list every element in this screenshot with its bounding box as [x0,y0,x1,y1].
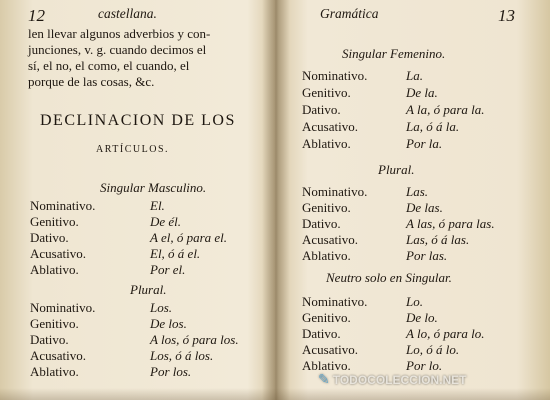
case-label: Genitivo. [30,316,79,331]
case-form: Por las. [406,248,448,263]
case-form: El. [150,198,165,213]
case-label: Ablativo. [302,136,351,151]
case-form: Las, ó á las. [406,232,470,247]
case-form: Las. [406,184,429,199]
case-form: De las. [406,200,443,215]
body-line: junciones, v. g. cuando decimos el [28,42,207,57]
case-label: Genitivo. [302,85,351,100]
case-form: El, ó á el. [150,246,201,261]
declension-subtitle: ARTÍCULOS. [96,144,170,155]
case-form: La, ó á la. [406,119,460,134]
body-line: sí, el no, el como, el cuando, el [28,58,190,73]
case-form: A la, ó para la. [406,102,485,117]
case-label: Ablativo. [302,248,351,263]
section-heading: Singular Femenino. [342,46,446,61]
tc-logo-icon: ✎ [318,371,330,387]
case-label: Nominativo. [302,294,368,309]
page-number: 13 [498,6,515,25]
case-form: Por los. [150,364,192,379]
case-label: Dativo. [30,230,69,245]
left-page [0,0,272,400]
running-head: castellana. [98,6,157,21]
case-form: De él. [150,214,182,229]
case-label: Acusativo. [30,348,86,363]
case-form: De la. [406,85,438,100]
case-form: Por la. [406,136,443,151]
case-label: Ablativo. [30,262,79,277]
case-label: Acusativo. [302,232,358,247]
case-form: De lo. [406,310,438,325]
case-label: Acusativo. [302,342,358,357]
case-form: De los. [150,316,187,331]
watermark [318,371,467,388]
case-form: Por el. [150,262,186,277]
case-label: Nominativo. [30,198,96,213]
case-form: Los, ó á los. [150,348,214,363]
section-heading: Neutro solo en Singular. [326,270,452,285]
watermark-text: TODOCOLECCION.NET [332,373,467,387]
case-form: Por lo. [406,358,443,373]
case-form: A lo, ó para lo. [406,326,485,341]
case-form: A el, ó para el. [150,230,228,245]
body-line: len llevar algunos adverbios y con- [28,26,211,41]
body-line: porque de las cosas, &c. [28,74,155,89]
page-number: 12 [28,6,45,25]
case-label: Dativo. [302,216,341,231]
case-form: A los, ó para los. [150,332,239,347]
case-label: Dativo. [302,102,341,117]
case-label: Acusativo. [302,119,358,134]
case-form: Los. [150,300,173,315]
section-heading: Plural. [378,162,415,177]
section-heading: Plural. [130,282,167,297]
case-form: Lo. [406,294,423,309]
case-label: Ablativo. [302,358,351,373]
running-head: Gramática [320,6,379,21]
case-label: Acusativo. [30,246,86,261]
case-form: Lo, ó á lo. [406,342,460,357]
case-label: Nominativo. [30,300,96,315]
case-label: Dativo. [30,332,69,347]
case-label: Nominativo. [302,68,368,83]
case-label: Genitivo. [302,310,351,325]
case-form: La. [406,68,423,83]
section-heading: Singular Masculino. [100,180,207,195]
case-label: Ablativo. [30,364,79,379]
declension-title: DECLINACION DE LOS [40,112,236,129]
case-form: A las, ó para las. [406,216,495,231]
case-label: Nominativo. [302,184,368,199]
page-bottom-shadow [0,388,550,400]
case-label: Genitivo. [30,214,79,229]
case-label: Dativo. [302,326,341,341]
case-label: Genitivo. [302,200,351,215]
right-page [280,0,550,400]
